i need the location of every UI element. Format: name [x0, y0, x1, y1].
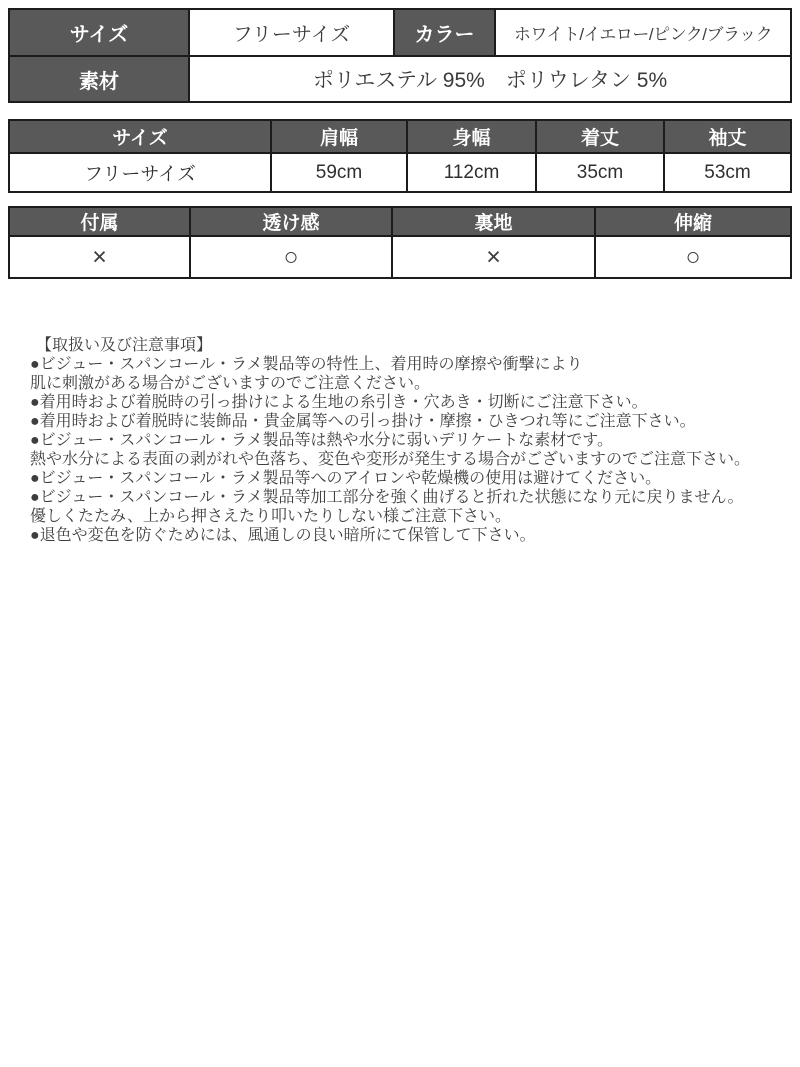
features-header-lining: 裏地: [393, 208, 596, 237]
measurements-value-shoulder: 59cm: [272, 154, 408, 191]
handling-note-line: 熱や水分による表面の剥がれや色落ち、変色や変形が発生する場合がございますのでご注意下さい。: [30, 451, 751, 468]
handling-notes-title: 【取扱い及び注意事項】: [36, 337, 213, 354]
measurements-header-sleeve: 袖丈: [665, 121, 790, 154]
measurements-value-bodywidth: 112cm: [408, 154, 537, 191]
features-value-stretch: ○: [685, 242, 701, 271]
measurements-value-size: フリーサイズ: [10, 154, 272, 191]
handling-note-line: ●ビジュー・スパンコール・ラメ製品等へのアイロンや乾燥機の使用は避けてください。: [30, 470, 662, 487]
handling-note-line: ●ビジュー・スパンコール・ラメ製品等の特性上、着用時の摩擦や衝撃により: [30, 356, 583, 373]
spec-color-header: カラー: [395, 10, 496, 57]
handling-note-line: ●着用時および着脱時の引っ掛けによる生地の糸引き・穴あき・切断にご注意下さい。: [30, 394, 648, 411]
spec-table: [8, 8, 792, 103]
features-table: [8, 206, 792, 279]
features-value-sheerness: ○: [191, 237, 393, 277]
measurements-header-bodywidth: 身幅: [408, 121, 537, 154]
features-value-lining: ×: [393, 237, 596, 277]
measurements-header-size: サイズ: [10, 121, 272, 154]
spec-size-value: フリーサイズ: [190, 10, 395, 57]
spec-size-header: サイズ: [10, 10, 190, 57]
measurements-value-sleeve: 53cm: [704, 161, 751, 183]
measurements-header-length: 着丈: [537, 121, 665, 154]
spec-material-header: 素材: [10, 57, 190, 101]
handling-note-line: ●ビジュー・スパンコール・ラメ製品等加工部分を強く曲げると折れた状態になり元に戻りません。: [30, 489, 744, 506]
handling-note-line: 肌に刺激がある場合がございますのでご注意ください。: [30, 375, 431, 392]
handling-note-line: 優しくたたみ、上から押さえたり叩いたりしない様ご注意下さい。: [30, 508, 511, 525]
handling-note-line: ●着用時および着脱時に装飾品・貴金属等への引っ掛け・摩擦・ひきつれ等にご注意下さい。: [30, 413, 696, 430]
spec-color-value: ホワイト/イエロー/ピンク/ブラック: [496, 10, 790, 57]
features-header-sheerness: 透け感: [191, 208, 393, 237]
handling-notes-section: [30, 336, 790, 545]
measurements-header-shoulder: 肩幅: [272, 121, 408, 154]
handling-note-line: ●退色や変色を防ぐためには、風通しの良い暗所にて保管して下さい。: [30, 527, 536, 544]
measurements-value-length: 35cm: [537, 154, 665, 191]
spec-material-value: ポリエステル 95% ポリウレタン 5%: [312, 69, 668, 92]
features-header-accessories: 付属: [10, 208, 191, 237]
measurements-table: [8, 119, 792, 193]
handling-note-line: ●ビジュー・スパンコール・ラメ製品等は熱や水分に弱いデリケートな素材です。: [30, 432, 613, 449]
features-value-accessories: ×: [10, 237, 191, 277]
features-header-stretch: 伸縮: [596, 208, 790, 237]
